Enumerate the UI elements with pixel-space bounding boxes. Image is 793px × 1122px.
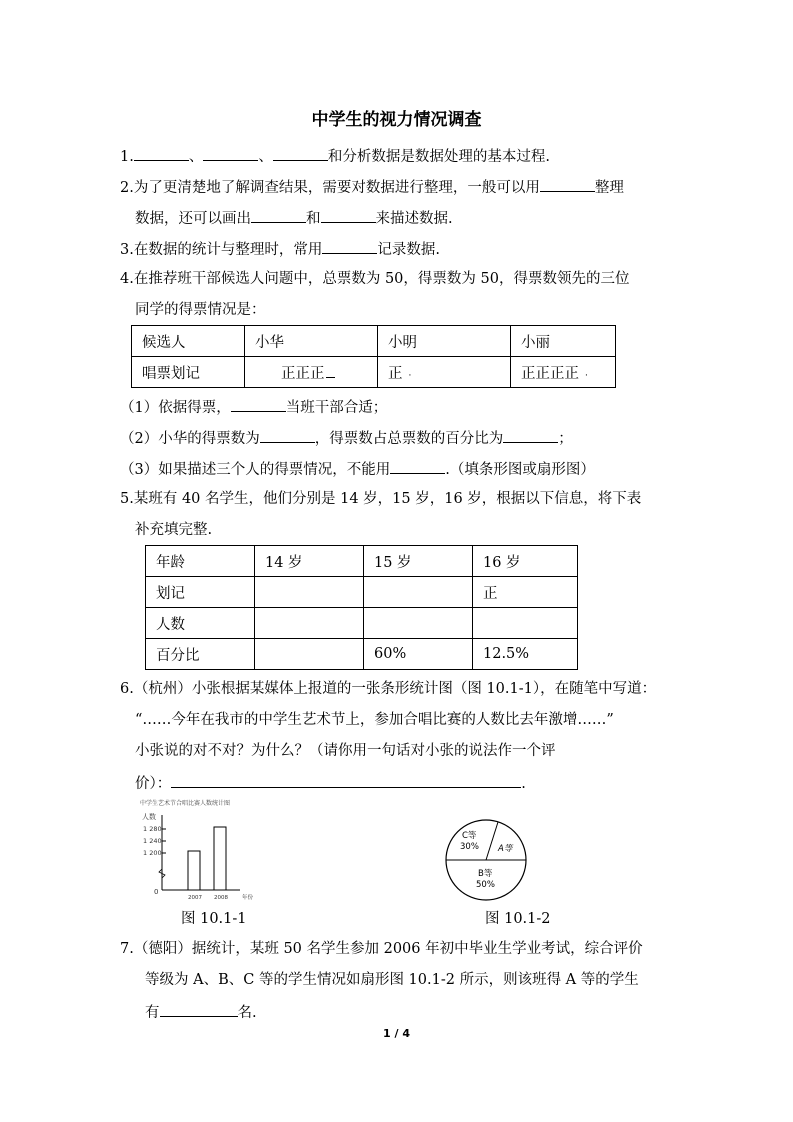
pie-label-a: A等	[498, 844, 513, 854]
y-tick-label: 1 200	[143, 849, 162, 857]
q2-text-a: 2.为了更清楚地了解调查结果，需要对数据进行整理，一般可以用	[120, 180, 540, 196]
table-cell: 16 岁	[473, 546, 578, 577]
table-cell: 60%	[364, 639, 473, 670]
q4-sub2-blank-1	[260, 427, 315, 443]
q1-number: 1.	[120, 149, 134, 165]
figure-10-1-1-caption: 图 10.1-1	[181, 911, 247, 927]
question-3	[120, 238, 440, 260]
table-cell: 12.5%	[473, 639, 578, 670]
table-cell: 小明	[378, 326, 511, 357]
q4-sub2-text-c: ；	[558, 431, 573, 447]
pie-label-b: B等	[478, 869, 493, 879]
page-title: 中学生的视力情况调查	[311, 110, 482, 130]
q3-blank	[322, 238, 377, 254]
tally-cell	[511, 357, 616, 388]
figure-10-1-1-chart	[138, 797, 278, 901]
q1-blank-1	[134, 145, 189, 161]
q2-blank-2	[251, 207, 306, 223]
table-row	[146, 546, 578, 577]
pie-value-b: 50%	[476, 880, 495, 890]
tally-partial-mark: ·	[408, 370, 412, 381]
table-cell: 正	[473, 577, 578, 608]
x-tick-label: 2007	[188, 895, 202, 901]
q4-sub2-blank-2	[503, 427, 558, 443]
table-cell: 人数	[146, 608, 255, 639]
q7-text-a: 有	[145, 1005, 160, 1021]
tally-mark: 正正正	[281, 365, 325, 382]
table-cell: 唱票划记	[132, 357, 245, 388]
q2-blank-3	[321, 207, 376, 223]
q3-text-b: 记录数据.	[377, 242, 440, 258]
table-cell	[364, 608, 473, 639]
y-tick-label: 1 280	[143, 825, 162, 833]
table-cell: 年龄	[146, 546, 255, 577]
question-7-line-2: 等级为 A、B、C 等的学生情况如扇形图 10.1-2 所示，则该班得 A 等的学生	[145, 972, 639, 988]
bar-2007	[188, 851, 200, 890]
question-4-sub-2	[120, 427, 573, 449]
question-6-line-3: 小张说的对不对？为什么？（请你用一句话对小张的说法作一个评	[135, 743, 556, 759]
question-6-line-4	[135, 772, 526, 794]
q4-sub1-text-a: （1）依据得票，	[120, 400, 231, 416]
q3-text-a: 3.在数据的统计与整理时，常用	[120, 242, 323, 258]
q6-text-b: .	[521, 776, 526, 792]
question-4-sub-1	[120, 396, 387, 418]
table-cell	[364, 577, 473, 608]
y-tick-label: 1 240	[143, 837, 162, 845]
question-2-line-2	[135, 207, 453, 229]
table-row	[132, 326, 616, 357]
tally-mark: 正	[388, 365, 403, 382]
q2-text-d: 和	[306, 211, 321, 227]
q6-text-a: 价）：	[135, 776, 172, 792]
question-2-line-1	[120, 176, 624, 198]
table-cell	[473, 608, 578, 639]
table-cell	[255, 639, 364, 670]
table-row	[132, 357, 616, 388]
q6-answer-blank	[171, 772, 521, 788]
table-cell: 15 岁	[364, 546, 473, 577]
tally-mark: 正正正正	[521, 365, 579, 382]
q1-sep-1: 、	[188, 149, 204, 165]
question-4-line-2: 同学的得票情况是：	[135, 302, 266, 318]
table-cell: 百分比	[146, 639, 255, 670]
question-5-line-2: 补充填完整.	[135, 522, 213, 538]
q2-text-c: 数据，还可以画出	[135, 211, 251, 227]
x-axis-label: 年份	[242, 895, 254, 901]
q1-sep-2: 、	[258, 149, 273, 165]
q1-text: 和分析数据是数据处理的基本过程.	[327, 149, 550, 165]
q4-sub1-text-b: 当班干部合适；	[285, 400, 388, 416]
q7-text-b: 名.	[237, 1005, 257, 1021]
q2-blank-1	[540, 176, 595, 192]
table-cell	[255, 608, 364, 639]
question-4-sub-3	[120, 458, 595, 480]
table-cell: 小华	[245, 326, 378, 357]
table-row	[146, 577, 578, 608]
page-number: 1 / 4	[383, 1027, 410, 1040]
question-6-line-1: 6.（杭州）小张根据某媒体上报道的一张条形统计图（图 10.1-1），在随笔中写道：	[120, 681, 657, 697]
table-cell: 14 岁	[255, 546, 364, 577]
q4-sub2-text-b: ，得票数占总票数的百分比为	[314, 431, 504, 447]
q2-text-e: 来描述数据.	[375, 211, 453, 227]
table-row	[146, 608, 578, 639]
tally-cell	[245, 357, 378, 388]
tally-partial-mark: ·	[585, 370, 588, 381]
q4-sub3-text-a: （3）如果描述三个人的得票情况，不能用	[120, 462, 391, 478]
table-cell: 划记	[146, 577, 255, 608]
q4-sub3-blank	[390, 458, 445, 474]
table-cell: 小丽	[511, 326, 616, 357]
origin-label: 0	[154, 888, 159, 896]
figure-10-1-2-pie	[440, 818, 532, 902]
bar-2008	[214, 827, 226, 890]
pie-value-c: 30%	[460, 842, 479, 852]
question-7-line-3	[145, 1001, 257, 1023]
question-4-line-1: 4.在推荐班干部候选人问题中，总票数为 50，得票数为 50，得票数领先的三位	[120, 271, 630, 287]
question-5-line-1: 5.某班有 40 名学生，他们分别是 14 岁，15 岁，16 岁，根据以下信息，将下表	[120, 491, 642, 507]
question-6-line-2: “……今年在我市的中学生艺术节上，参加合唱比赛的人数比去年激增……”	[135, 712, 614, 728]
figure-10-1-2-caption: 图 10.1-2	[485, 911, 551, 927]
q4-sub1-blank	[231, 396, 286, 412]
tally-cell	[378, 357, 511, 388]
age-table	[145, 545, 578, 670]
table-cell	[255, 577, 364, 608]
table-row	[146, 639, 578, 670]
q4-sub3-text-b: .（填条形图或扇形图）	[445, 462, 595, 478]
pie-label-c: C等	[462, 831, 477, 841]
q1-blank-3	[273, 145, 328, 161]
chart-title: 中学生艺术节合唱比赛人数统计图	[140, 800, 231, 807]
q2-text-b: 整理	[594, 180, 624, 196]
vote-table	[131, 325, 616, 388]
tally-partial-mark	[326, 377, 335, 378]
y-axis-label: 人数	[142, 813, 156, 821]
q4-sub2-text-a: （2）小华的得票数为	[120, 431, 260, 447]
q1-blank-2	[203, 145, 258, 161]
q7-blank	[160, 1001, 238, 1017]
question-1	[120, 145, 550, 167]
question-7-line-1: 7.（德阳）据统计，某班 50 名学生参加 2006 年初中毕业生学业考试，综合评价	[120, 941, 643, 957]
x-tick-label: 2008	[214, 895, 228, 901]
table-cell: 候选人	[132, 326, 245, 357]
